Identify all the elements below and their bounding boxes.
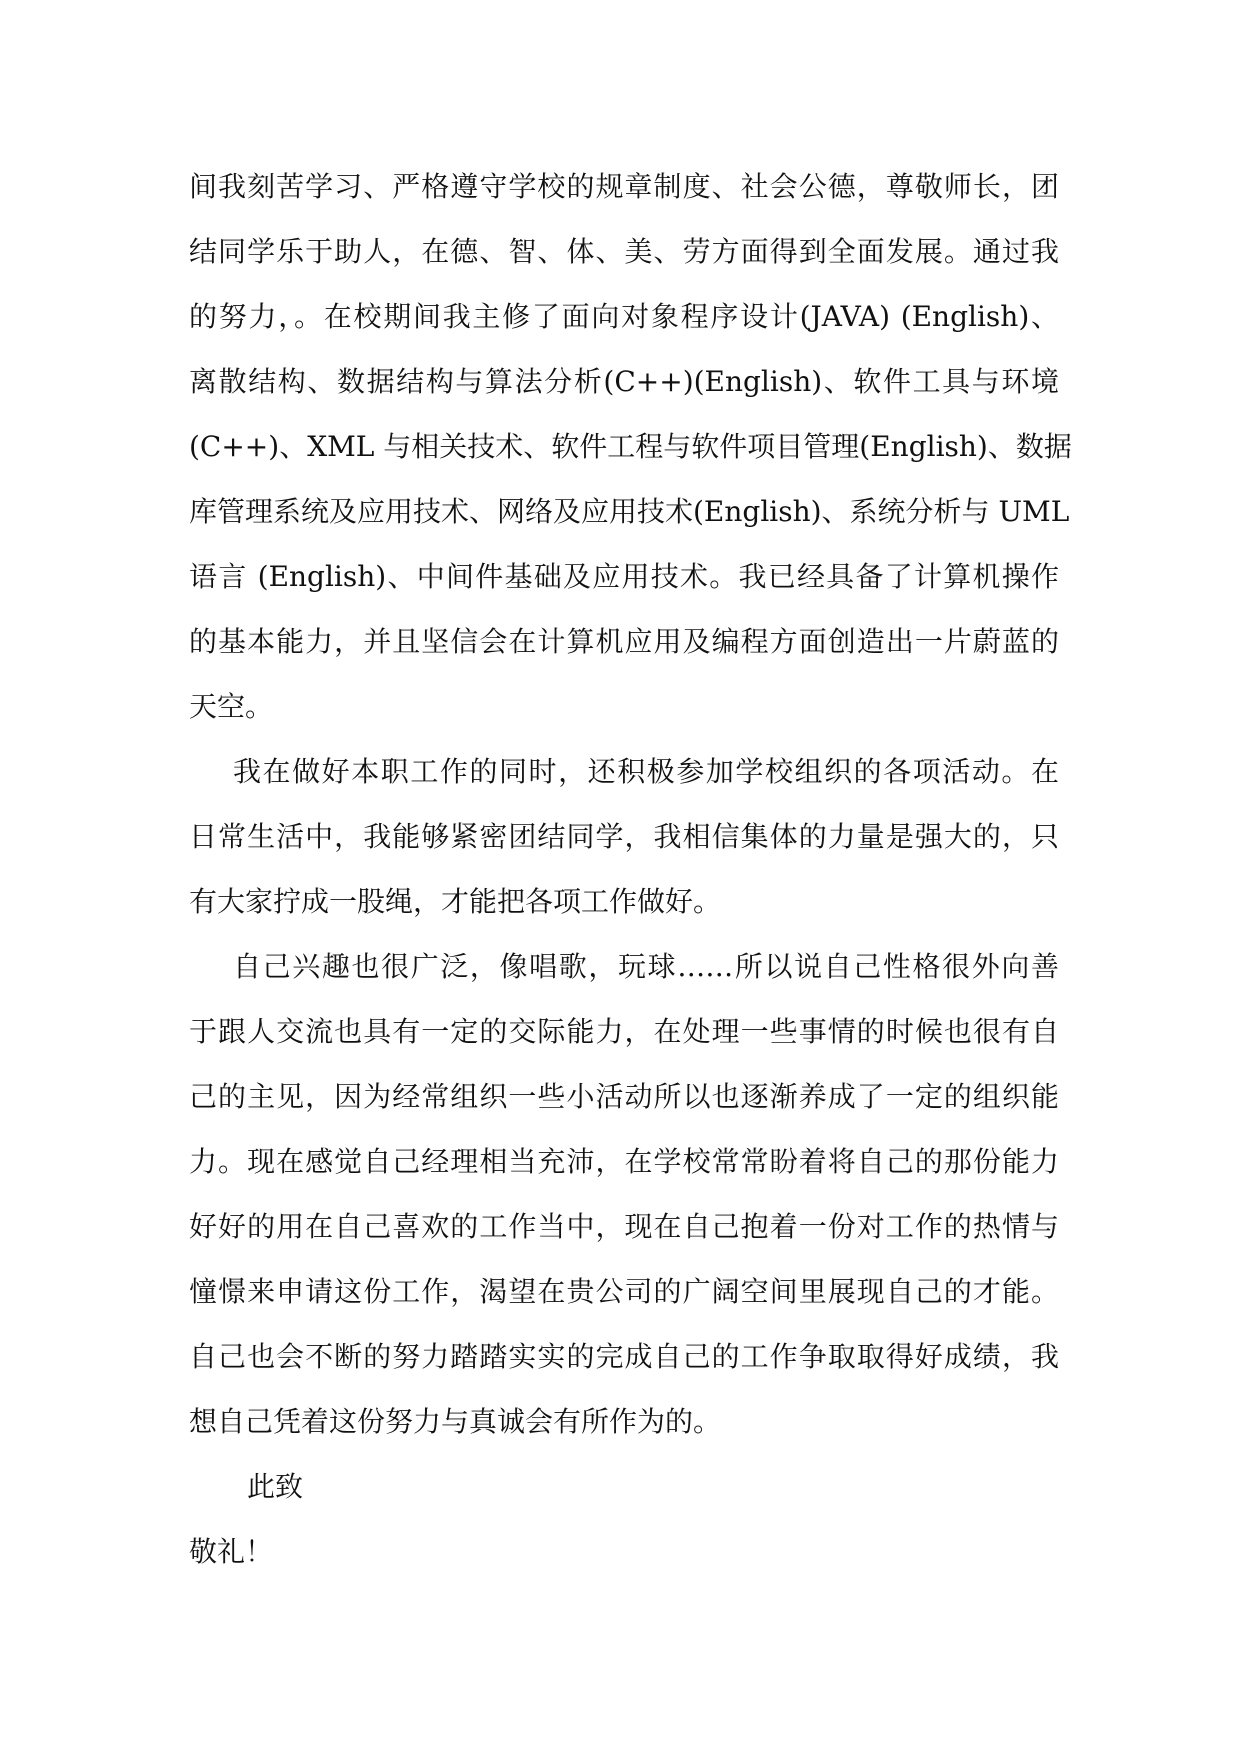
text-line: 憧憬来申请这份工作，渴望在贵公司的广阔空间里展现自己的才能。 (189, 1275, 1059, 1308)
text-line: 天空。 (189, 690, 274, 723)
letter-closing: 此致 (247, 1470, 304, 1503)
text-line: 自己兴趣也很广泛，像唱歌，玩球……所以说自己性格很外向善 (233, 950, 1059, 983)
text-line: 好好的用在自己喜欢的工作当中，现在自己抱着一份对工作的热情与 (189, 1210, 1059, 1243)
text-line: 的基本能力，并且坚信会在计算机应用及编程方面创造出一片蔚蓝的 (189, 625, 1059, 658)
text-line: 于跟人交流也具有一定的交际能力，在处理一些事情的时候也很有自 (189, 1015, 1059, 1048)
paragraph-activities (189, 739, 1059, 934)
letter-salutation: 敬礼！ (189, 1535, 274, 1568)
text-line: 库管理系统及应用技术、网络及应用技术(English)、系统分析与 UML (189, 495, 1070, 528)
text-line: 己的主见，因为经常组织一些小活动所以也逐渐养成了一定的组织能 (189, 1080, 1059, 1113)
text-line: 力。现在感觉自己经理相当充沛，在学校常常盼着将自己的那份能力 (189, 1145, 1059, 1178)
text-line: 结同学乐于助人，在德、智、体、美、劳方面得到全面发展。通过我 (189, 235, 1059, 268)
text-line: 我在做好本职工作的同时，还积极参加学校组织的各项活动。在 (233, 755, 1059, 788)
text-line: 有大家拧成一股绳，才能把各项工作做好。 (189, 885, 722, 918)
paragraph-interests (189, 934, 1059, 1454)
text-line: 间我刻苦学习、严格遵守学校的规章制度、社会公德，尊敬师长，团 (189, 170, 1059, 203)
text-line: 的努力，。在校期间我主修了面向对象程序设计(JAVA) (English)、 (189, 300, 1059, 333)
text-line: 自己也会不断的努力踏踏实实的完成自己的工作争取取得好成绩，我 (189, 1340, 1059, 1373)
text-line: 离散结构、数据结构与算法分析(C++)(English)、软件工具与环境 (189, 365, 1059, 398)
text-line: 语言 (English)、中间件基础及应用技术。我已经具备了计算机操作 (189, 560, 1059, 593)
paragraph-courses (189, 154, 1072, 739)
text-line: 日常生活中，我能够紧密团结同学，我相信集体的力量是强大的，只 (189, 820, 1059, 853)
text-line: (C++)、XML 与相关技术、软件工程与软件项目管理(English)、数据 (189, 430, 1072, 463)
text-line: 想自己凭着这份努力与真诚会有所作为的。 (189, 1405, 722, 1438)
letter-body (189, 154, 1072, 1584)
